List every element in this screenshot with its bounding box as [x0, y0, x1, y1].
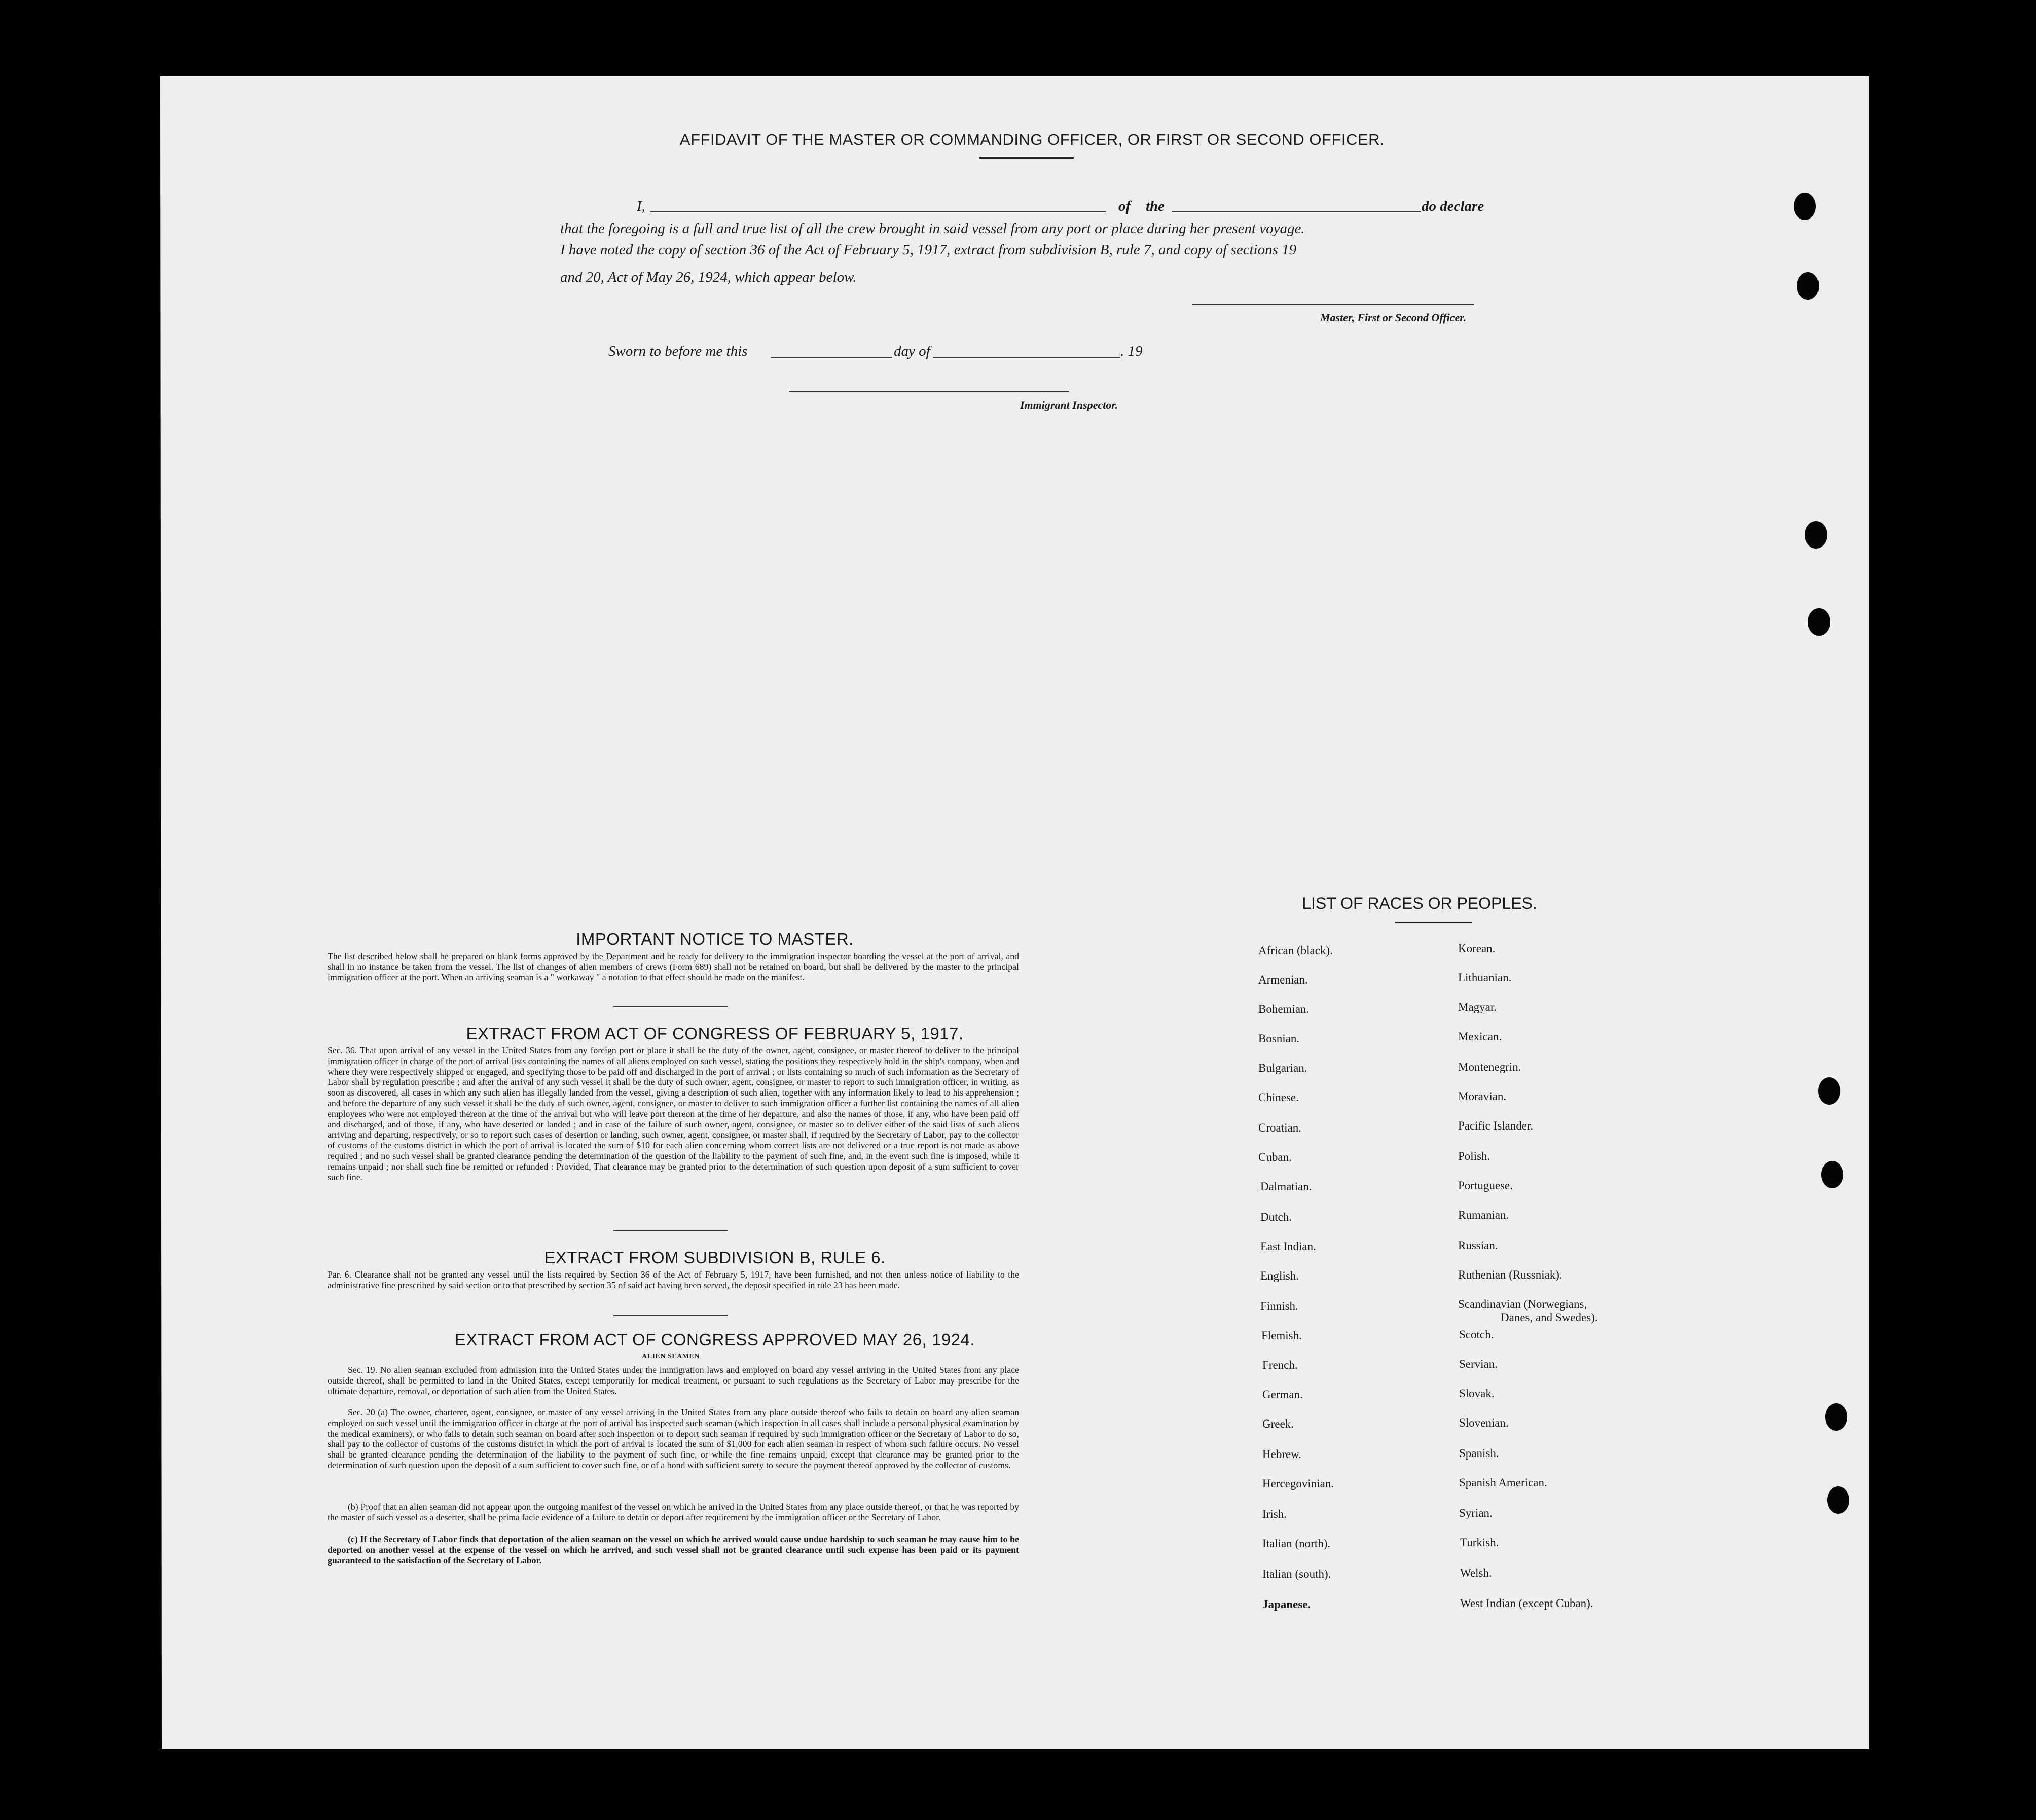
affidavit-title: AFFIDAVIT OF THE MASTER OR COMMANDING OFFICER, OR FIRST OR SECOND OFFICER.	[679, 131, 1385, 149]
race-item: Dutch.	[1260, 1211, 1292, 1223]
race-item: Ruthenian (Russniak).	[1458, 1268, 1562, 1281]
rule6-body: Par. 6. Clearance shall not be granted any vessel until the lists required by Section 36 of the Act of February 5, 1917, have been furnished, and not then unless notice of liability to the administrative fine prescribed by said section or to that prescribed by section 35 of said act having been served, the deposit specified in rule 23 has been made.	[328, 1269, 1019, 1290]
race-item: Bosnian.	[1258, 1032, 1300, 1045]
race-item: East Indian.	[1260, 1240, 1316, 1253]
race-item: Hebrew.	[1262, 1448, 1302, 1461]
binder-hole	[1794, 193, 1816, 220]
race-item: Polish.	[1458, 1150, 1490, 1162]
race-item: Russian.	[1458, 1239, 1498, 1252]
race-item: Korean.	[1458, 942, 1496, 955]
race-item: Magyar.	[1458, 1001, 1497, 1013]
race-item: Japanese.	[1262, 1598, 1311, 1611]
race-item: African (black).	[1258, 944, 1333, 957]
race-item: Syrian.	[1459, 1507, 1493, 1519]
binder-hole	[1825, 1403, 1847, 1431]
signature-line[interactable]	[1192, 304, 1474, 305]
race-item: Moravian.	[1458, 1090, 1507, 1103]
section-20a: Sec. 20 (a) The owner, charterer, agent, consignee, or master of any vessel arriving in the United States from any place outside thereof who fails to detain on board any alien seaman employed on such vessel until the immigration officer in charge at the port of arrival has inspected such seaman (which inspection in all cases shall include a personal physical examination by the medical examiners), or who fails to detain such seaman on board after such inspection or to deport such seaman if required by such immigration officer or the Secretary of Labor to do so, shall pay to the collector of customs of the customs district in which the port of arrival is located the sum of $1,000 for each alien seaman in respect of whom such failure occurs. No vessel shall be granted clearance pending the determination of the liability to the payment of such fine, or while the fine remains unpaid, except that clearance may be granted prior to the determination of such question upon the deposit of a sum sufficient to cover such fine, or of a bond with sufficient surety to secure the payment thereof approved by the collector of customs.	[328, 1407, 1019, 1470]
race-item: Welsh.	[1460, 1567, 1492, 1579]
notice-body: The list described below shall be prepared on blank forms approved by the Department and be ready for delivery to the immigration inspector boarding the vessel at the port of arrival, and shall in no instance be taken from the vessel. The list of changes of alien members of crews (Form 689) shall not be retained on board, but shall be delivered by the master to the principal immigration officer at the port. When an arriving seaman is a " workaway " a notation to that effect should be made on the manifest.	[328, 951, 1019, 982]
binder-hole	[1797, 272, 1819, 300]
binder-hole	[1827, 1486, 1849, 1514]
race-item: Slovak.	[1459, 1387, 1495, 1400]
race-item: Italian (south).	[1262, 1568, 1331, 1580]
race-item: English.	[1260, 1269, 1299, 1282]
affidavit-i: I,	[637, 198, 645, 214]
race-item: Greek.	[1262, 1417, 1294, 1430]
affidavit-line-3: I have noted the copy of section 36 of the Act of February 5, 1917, extract from subdivision B, rule 7, and copy of sections 19	[560, 242, 1297, 258]
race-item: Hercegovinian.	[1262, 1477, 1334, 1490]
title-underline	[979, 157, 1074, 159]
race-item: Bohemian.	[1258, 1003, 1310, 1015]
race-item: Dalmatian.	[1260, 1180, 1312, 1193]
race-item: Rumanian.	[1458, 1209, 1509, 1221]
divider	[613, 1230, 728, 1231]
notice-title: IMPORTANT NOTICE TO MASTER.	[576, 930, 854, 949]
extract-1917-body: Sec. 36. That upon arrival of any vessel in the United States from any foreign port or place it shall be the duty of the owner, agent, consignee, or master thereof to deliver to the principal immigration officer in charge of the port of arrival lists containing the names of all aliens employed on such vessel, stating the positions they respectively hold in the ship's company, when and where they were respectively shipped or engaged, and specifying those to be paid off and discharged in the port of arrival ; or lists containing so much of such information as the Secretary of Labor shall by regulation prescribe ; and after the arrival of any such vessel it shall be the duty of such owner, agent, consignee, or master to report to such immigration officer, in writing, as soon as discovered, all cases in which any such alien has illegally landed from the vessel, giving a description of such alien, together with any information likely to lead to his apprehension ; and before the departure of any such vessel it shall be the duty of such owner, agent, consignee, or master to deliver to such immigration officer a further list containing the names of all alien employees who were not employed thereon at the time of the arrival but who will leave port thereon at the time of her departure, and also the names of those, if any, who have been paid off and discharged, and of those, if any, who have deserted or landed ; and in case of the failure of such owner, agent, consignee, or master so to deliver either of the said lists of such aliens arriving and departing, respectively, or so to report such cases of desertion or landing, such owner, agent, consignee, or master shall, if required by the Secretary of Labor, pay to the collector of customs of the customs district in which the port of arrival is located the sum of $10 for each alien concerning whom correct lists are not delivered or a true report is not made as above required ; and no such vessel shall be granted clearance pending the determination of the question of the liability to the payment of such fine, and, in the event such fine is imposed, while it remains unpaid ; nor shall such fine be remitted or refunded : Provided, That clearance may be granted prior to the determination of such question upon deposit of a sum sufficient to cover such fine.	[328, 1045, 1019, 1182]
day-blank[interactable]	[771, 357, 892, 358]
race-item: Spanish American.	[1459, 1476, 1547, 1489]
divider	[613, 1006, 728, 1007]
affidavit-line-4: and 20, Act of May 26, 1924, which appear below.	[560, 269, 857, 285]
rule6-title: EXTRACT FROM SUBDIVISION B, RULE 6.	[544, 1248, 886, 1267]
race-item: Montenegrin.	[1458, 1061, 1521, 1073]
signature-label: Master, First or Second Officer.	[1320, 311, 1467, 324]
extract-1917-title: EXTRACT FROM ACT OF CONGRESS OF FEBRUARY 5, 1917.	[466, 1024, 964, 1043]
race-item: Bulgarian.	[1258, 1062, 1307, 1074]
race-item: Portuguese.	[1458, 1179, 1513, 1192]
vessel-blank[interactable]	[1172, 211, 1421, 212]
divider	[613, 1315, 728, 1316]
affidavit-of: of	[1118, 198, 1131, 214]
affidavit-line-2: that the foregoing is a full and true list of all the crew brought in said vessel from any port or place during her present voyage.	[560, 221, 1305, 237]
race-item: Finnish.	[1260, 1300, 1298, 1313]
race-item: Lithuanian.	[1458, 971, 1512, 984]
race-item: Mexican.	[1458, 1030, 1502, 1043]
race-item: Flemish.	[1261, 1329, 1302, 1342]
section-19: Sec. 19. No alien seaman excluded from admission into the United States under the immigration laws and employed on board any vessel arriving in the United States from any place outside thereof, shall be permitted to land in the United States, except temporarily for medical treatment, or pursuant to such regulations as the Secretary of Labor may prescribe for the ultimate departure, removal, or deportation of such alien from the United States.	[328, 1365, 1019, 1396]
sworn-text: Sworn to before me this	[608, 343, 748, 359]
name-blank[interactable]	[650, 211, 1106, 212]
race-item: Servian.	[1459, 1358, 1498, 1370]
alien-seamen-subtitle: ALIEN SEAMEN	[642, 1353, 700, 1360]
affidavit-declare: do declare	[1422, 198, 1484, 214]
binder-hole	[1808, 608, 1830, 636]
affidavit-the: the	[1146, 198, 1165, 214]
month-blank[interactable]	[933, 357, 1120, 358]
sworn-line	[608, 338, 1166, 365]
race-item: Chinese.	[1258, 1091, 1299, 1104]
sworn-day-of: day of	[894, 343, 930, 359]
sworn-year: . 19	[1120, 343, 1143, 359]
races-underline	[1395, 922, 1472, 923]
race-item: Italian (north).	[1262, 1537, 1331, 1550]
race-item: West Indian (except Cuban).	[1460, 1597, 1593, 1610]
race-item: Pacific Islander.	[1458, 1119, 1534, 1132]
race-item: Turkish.	[1460, 1536, 1499, 1549]
inspector-label: Immigrant Inspector.	[1020, 398, 1118, 411]
binder-hole	[1805, 521, 1827, 549]
inspector-signature-line[interactable]	[789, 391, 1069, 392]
race-item-continuation: Danes, and Swedes).	[1501, 1311, 1598, 1324]
race-item: Armenian.	[1258, 973, 1308, 986]
race-item: Slovenian.	[1459, 1416, 1509, 1429]
section-20b: (b) Proof that an alien seaman did not appear upon the outgoing manifest of the vessel on which he arrived in the United States from any place outside thereof, or that he was reported by the master of such vessel as a deserter, shall be prima facie evidence of a failure to detain or deport after requirement by the immigration officer or the Secretary of Labor.	[328, 1502, 1019, 1522]
race-item: Scandinavian (Norwegians,	[1458, 1298, 1587, 1311]
race-item: French.	[1262, 1359, 1298, 1371]
race-item: Spanish.	[1459, 1447, 1499, 1460]
race-item: Scotch.	[1459, 1328, 1494, 1341]
races-title: LIST OF RACES OR PEOPLES.	[1302, 894, 1537, 913]
binder-hole	[1818, 1077, 1840, 1105]
race-item: Cuban.	[1258, 1151, 1292, 1163]
extract-1924-title: EXTRACT FROM ACT OF CONGRESS APPROVED MAY 26, 1924.	[454, 1330, 975, 1349]
section-20c: (c) If the Secretary of Labor finds that deportation of the alien seaman on the vessel on which he arrived would cause undue hardship to such seaman he may cause him to be deported on another vessel at the expense of the vessel on which he arrived, and such vessel shall not be granted clearance until such expense has been paid or its payment guaranteed to the satisfaction of the Secretary of Labor.	[328, 1534, 1019, 1566]
binder-hole	[1821, 1161, 1843, 1188]
race-item: Croatian.	[1258, 1121, 1301, 1134]
race-item: German.	[1262, 1388, 1303, 1401]
document-page	[160, 76, 1869, 1749]
race-item: Irish.	[1262, 1508, 1287, 1520]
